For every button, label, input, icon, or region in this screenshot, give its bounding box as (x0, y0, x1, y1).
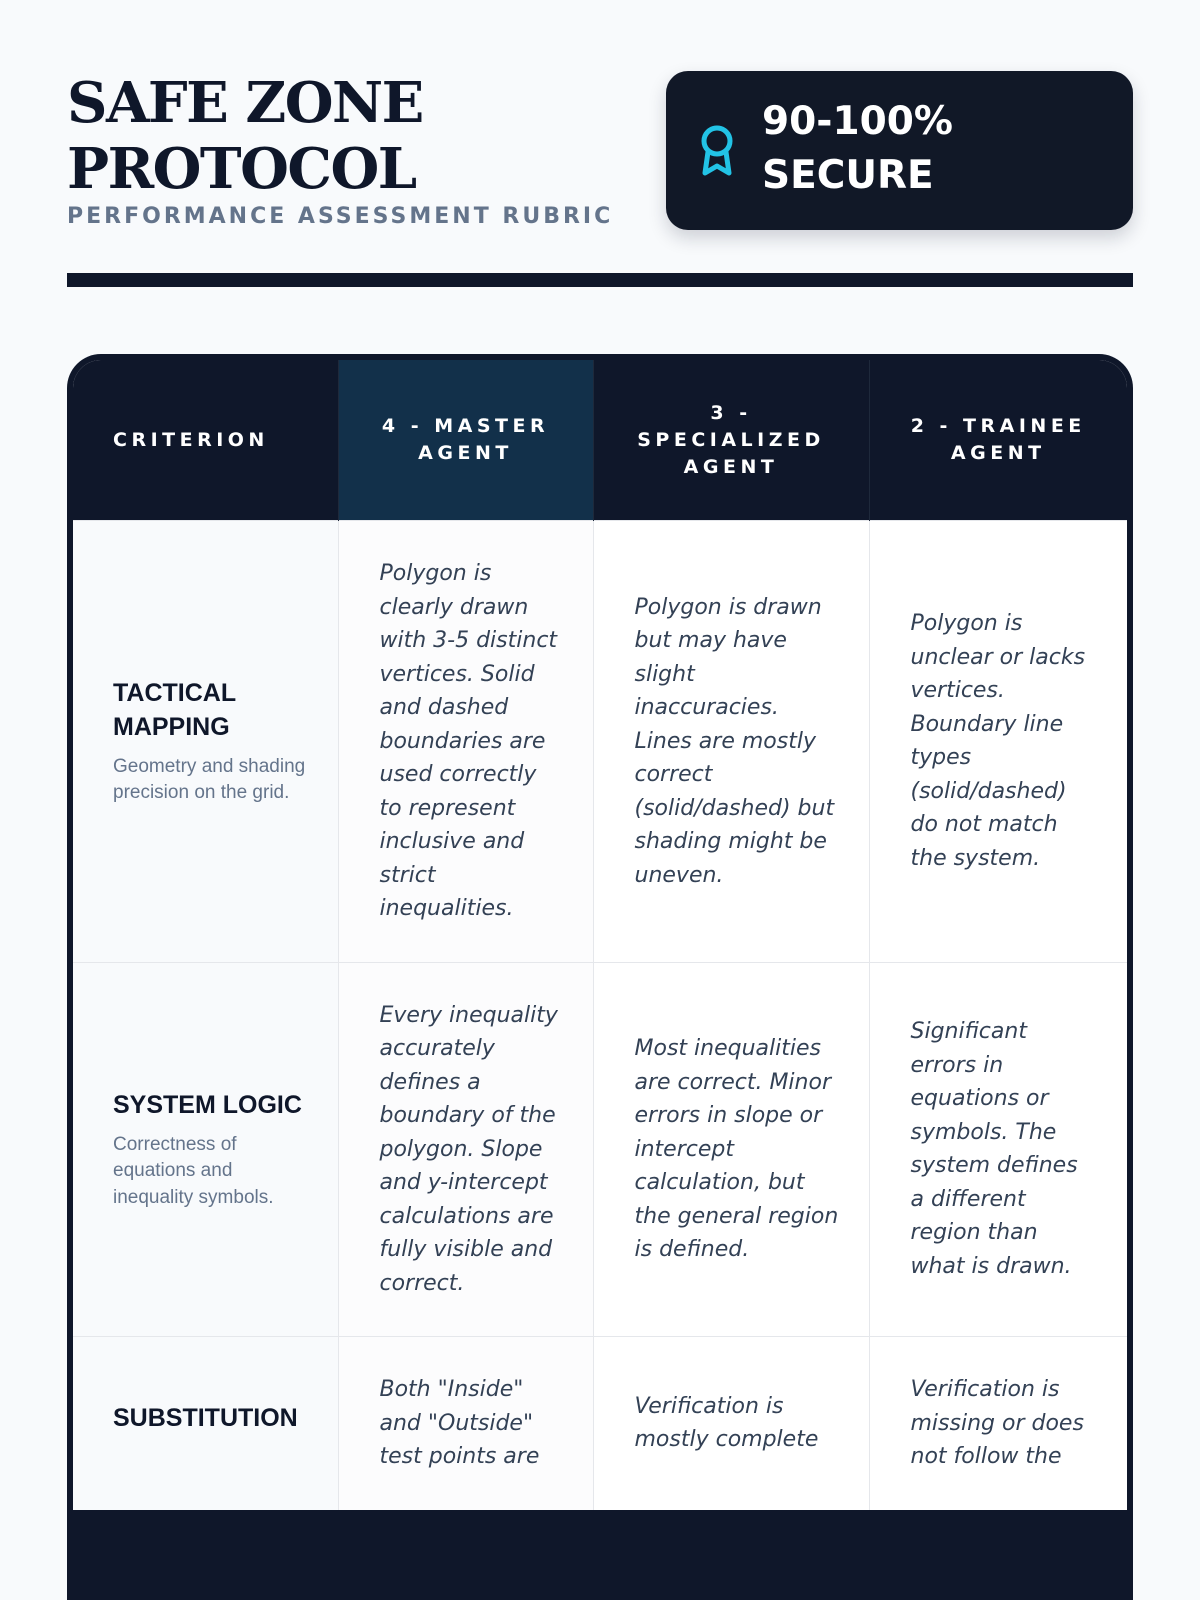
criterion-name: SYSTEM LOGIC (113, 1090, 302, 1119)
level-4-description: Both "Inside" and "Outside" test points are (338, 1337, 593, 1510)
criterion-description: Geometry and shading precision on the grid. (113, 755, 306, 804)
rubric-header-row (73, 360, 1127, 521)
criterion-cell (73, 1337, 338, 1510)
column-header-master-agent: 4 - MASTER AGENT (338, 360, 593, 521)
page-subtitle: PERFORMANCE ASSESSMENT RUBRIC (67, 204, 614, 229)
score-badge (666, 71, 1133, 230)
criterion-cell (73, 521, 338, 963)
rubric-row (73, 1337, 1127, 1510)
criterion-description: Correctness of equations and inequality symbols. (113, 1133, 274, 1208)
page-header (67, 70, 1133, 240)
level-4-description: Every inequality accurately defines a boundary of the polygon. Slope and y-intercept calculations are fully visible and correct. (338, 962, 593, 1337)
level-2-description: Verification is missing or does not follow the (869, 1337, 1127, 1510)
rubric-table-frame (67, 354, 1133, 1600)
level-3-description: Polygon is drawn but may have slight inaccuracies. Lines are mostly correct (solid/dashed) but shading might be uneven. (593, 521, 869, 963)
rubric-table (73, 360, 1127, 1510)
level-3-description: Most inequalities are correct. Minor errors in slope or intercept calculation, but the general region is defined. (593, 962, 869, 1337)
header-divider (67, 273, 1133, 287)
level-3-description: Verification is mostly complete (593, 1337, 869, 1510)
column-header-trainee-agent: 2 - TRAINEE AGENT (869, 360, 1127, 521)
score-range-label: 90-100% SECURE (762, 99, 953, 198)
page-title: SAFE ZONE PROTOCOL (67, 70, 423, 202)
criterion-cell (73, 962, 338, 1337)
level-2-description: Significant errors in equations or symbols. The system defines a different region than what is drawn. (869, 962, 1127, 1337)
column-header-criterion: CRITERION (73, 360, 338, 521)
rubric-row (73, 962, 1127, 1337)
column-header-specialized-agent: 3 - SPECIALIZED AGENT (593, 360, 869, 521)
criterion-name: TACTICAL MAPPING (113, 678, 236, 741)
criterion-name: SUBSTITUTION (113, 1404, 298, 1433)
level-2-description: Polygon is unclear or lacks vertices. Boundary line types (solid/dashed) do not match the system. (869, 521, 1127, 963)
level-4-description: Polygon is clearly drawn with 3-5 distinct vertices. Solid and dashed boundaries are used correctly to represent inclusive and strict inequalities. (338, 521, 593, 963)
award-ribbon-icon (699, 124, 735, 176)
rubric-row (73, 521, 1127, 963)
